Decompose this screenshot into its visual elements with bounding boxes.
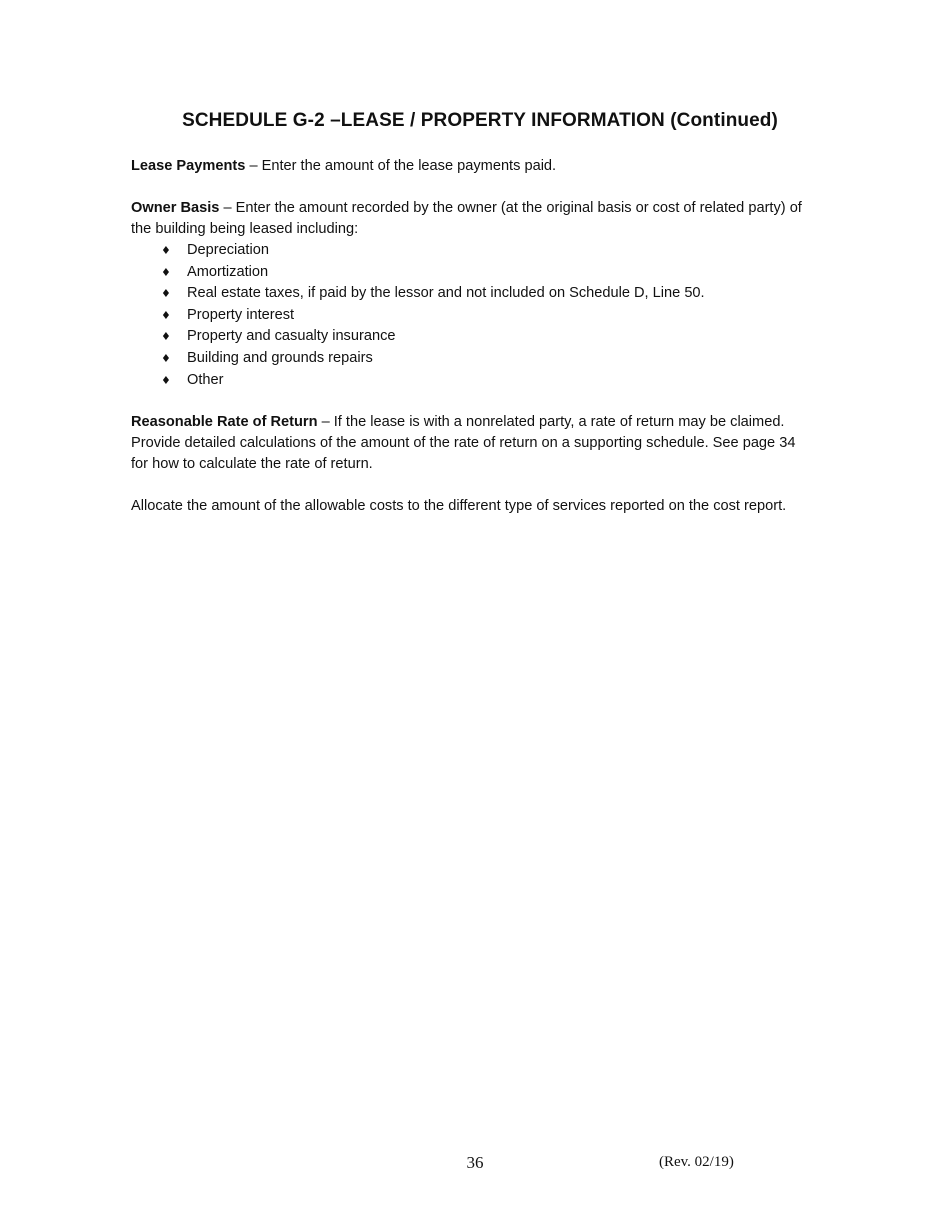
rate-of-return-paragraph bbox=[131, 412, 811, 475]
allocate-paragraph: Allocate the amount of the allowable costs to the different type of services reported on the cost report. bbox=[131, 498, 787, 515]
lease-payments-term: Lease Payments bbox=[131, 158, 246, 174]
list-item-text: Other bbox=[187, 371, 224, 388]
owner-basis-term: Owner Basis bbox=[131, 200, 220, 216]
revision-date: (Rev. 02/19) bbox=[659, 1154, 734, 1170]
list-item bbox=[131, 262, 811, 284]
list-item-text: Building and grounds repairs bbox=[187, 349, 373, 366]
diamond-bullet-icon: ♦ bbox=[161, 244, 171, 257]
diamond-bullet-icon: ♦ bbox=[161, 351, 171, 365]
list-item bbox=[131, 283, 811, 305]
owner-basis-list bbox=[131, 240, 811, 391]
list-item bbox=[131, 326, 811, 348]
owner-basis-paragraph bbox=[131, 198, 811, 240]
page-number: 36 bbox=[466, 1153, 484, 1172]
lease-payments-paragraph bbox=[131, 156, 811, 177]
owner-basis-text: – Enter the amount recorded by the owner (at the original basis or cost of related party) of the building being leased including: bbox=[131, 200, 802, 237]
list-item-text: Depreciation bbox=[187, 242, 269, 258]
diamond-bullet-icon: ♦ bbox=[161, 287, 171, 301]
rate-of-return-term: Reasonable Rate of Return bbox=[131, 414, 318, 431]
document-body bbox=[131, 156, 811, 538]
list-item-text: Property and casualty insurance bbox=[187, 328, 396, 345]
list-item bbox=[131, 305, 811, 327]
diamond-bullet-icon: ♦ bbox=[161, 265, 171, 279]
list-item-text: Property interest bbox=[187, 306, 295, 323]
diamond-bullet-icon: ♦ bbox=[161, 330, 171, 344]
list-item bbox=[131, 240, 811, 262]
diamond-bullet-icon: ♦ bbox=[161, 373, 171, 387]
diamond-bullet-icon: ♦ bbox=[161, 308, 171, 322]
rate-of-return-text: – If the lease is with a nonrelated party, a rate of return may be claimed. Provide detailed calculations of the amount of the rate of return on a supporting schedule. See page 34 for how to calculate the rate of return. bbox=[131, 414, 796, 473]
list-item-text: Real estate taxes, if paid by the lessor and not included on Schedule D, Line 50. bbox=[187, 285, 705, 302]
lease-payments-text: – Enter the amount of the lease payments paid. bbox=[245, 158, 557, 174]
page-title: SCHEDULE G-2 –LEASE / PROPERTY INFORMATION (Continued) bbox=[182, 110, 778, 131]
list-item-text: Amortization bbox=[187, 263, 269, 280]
list-item bbox=[131, 370, 811, 392]
list-item bbox=[131, 348, 811, 370]
